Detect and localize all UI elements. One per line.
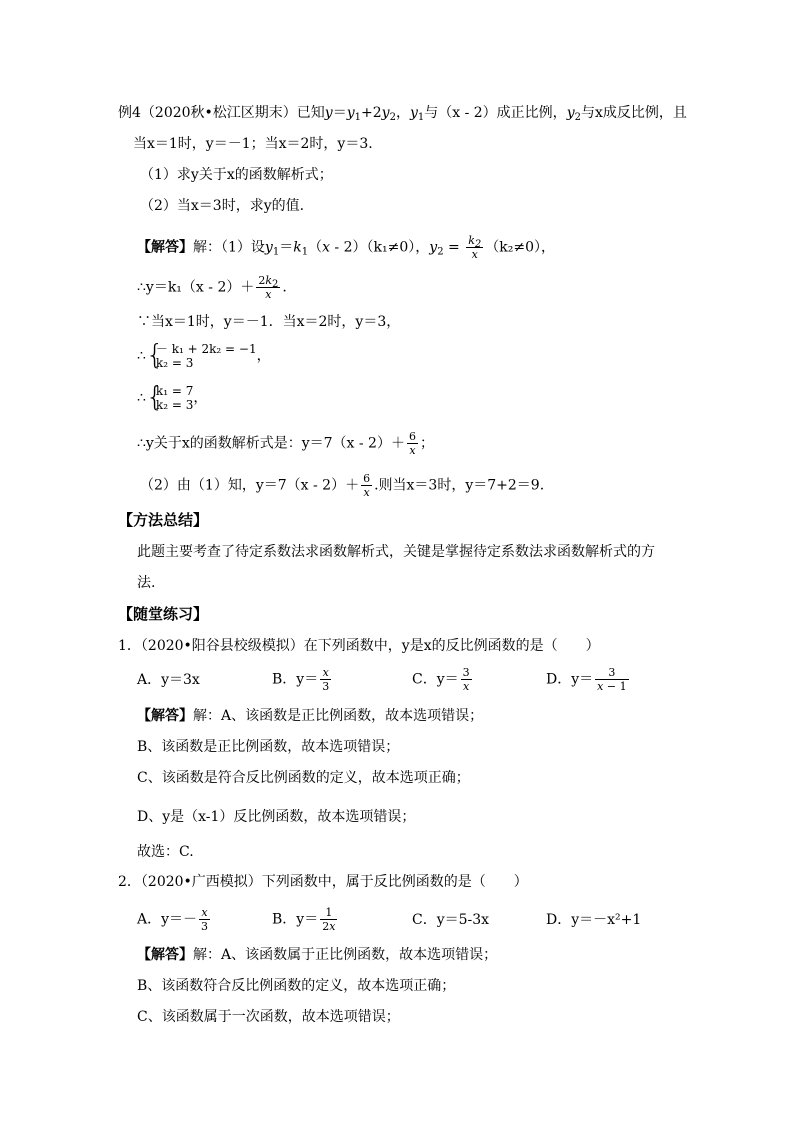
fraction-2k2-over-x: $\frac{2k_2}{x}$ [258,274,279,301]
q2-option-b: B．y＝ $\frac{1}{2x}$ [272,906,336,933]
example-line-2: 当x＝1时，y＝－1；当x＝2时，y＝3. [133,136,373,152]
q1-solution-4: D、y是（x-1）反比例函数，故本选项错误； [137,809,416,825]
solution-tag: 【解答】 [137,239,193,256]
question-2: （2）当x＝3时，求y的值. [140,198,305,214]
solution-line-2: ∴y＝k₁（x - 2）＋ $\frac{2k_2}{x}$ . [137,274,287,301]
q1-option-b: B．y＝ $\frac{x}{3}$ [272,666,330,693]
fraction-6-over-x: $\frac{6}{x}$ [408,430,416,457]
question-1: （1）求y关于x的函数解析式； [140,167,333,183]
fraction-6-over-x-2: $\frac{6}{x}$ [363,472,371,499]
q2-solution-1: 【解答】解：A、该函数属于正比例函数，故本选项错误； [137,947,498,963]
solution-system-2: ∴ { k₁ = 7 k₂ = 3 ， [137,380,208,413]
equation-system-2: { k₁ = 7 k₂ = 3 [145,380,194,413]
practice-q1-stem: 1．（2020•阳谷县校级模拟）在下列函数中，y是x的反比例函数的是（ ） [118,638,600,654]
q2-option-a: A．y＝－ $\frac{x}{3}$ [137,906,209,933]
q1-option-c: C．y＝ $\frac{3}{x}$ [412,666,470,693]
practice-q2-stem: 2．（2020•广西模拟）下列函数中，属于反比例函数的是（ ） [118,874,528,890]
solution-system-1: ∴ { － k₁ + 2k₂ = −1 k₂ = 3 ， [137,338,271,371]
example-intro: 例4（2020秋•松江区期末）已知 [118,105,325,121]
q2-option-d: D．y＝－x²+1 [546,912,642,928]
q1-option-a: A．y＝3x [137,672,200,688]
solution-line-1: 【解答】解：（1）设$y_1=k_1(x - 2)(k_1\ne 0)$，$y_2$ = $\frac{k_2}{x}$ （k₂≠0）， [137,234,555,261]
solution-line-6: ∴y关于x的函数解析式是：y＝7（x - 2）＋ $\frac{6}{x}$ ； [137,430,434,457]
method-text-2: 法. [137,575,156,591]
q1-solution-3: C、该函数是符合反比例函数的定义，故本选项正确； [137,770,470,786]
equation-system-1: { － k₁ + 2k₂ = −1 k₂ = 3 [145,338,257,371]
fraction-k2-over-x: $\frac{k_2}{x}$ [468,234,482,261]
q2-option-c: C．y＝5-3x [412,912,490,928]
solution-line-7: （2）由（1）知，y＝7（x - 2）＋ $\frac{6}{x}$ .则当x＝3时，y＝7+2＝9. [140,472,545,499]
example-line-1: 例4（2020秋•松江区期末）已知$y=y_1+2y_2$，$y_1$与（x - 2）成正比例，$y_2$与x成反比例，且 [118,105,687,123]
practice-heading: 【随堂练习】 [118,605,209,623]
q1-solution-5: 故选：C. [137,844,194,860]
method-heading: 【方法总结】 [118,511,209,529]
solution-line-3: ∵当x＝1时，y＝－1．当x＝2时，y＝3， [137,314,401,330]
q1-solution-1: 【解答】解：A、该函数是正比例函数，故本选项错误； [137,708,484,724]
q1-solution-2: B、该函数是正比例函数，故本选项错误； [137,739,400,755]
q2-solution-2: B、该函数符合反比例函数的定义，故本选项正确； [137,978,456,994]
method-text-1: 此题主要考查了待定系数法求函数解析式，关键是掌握待定系数法求函数解析式的方 [137,544,655,560]
q1-option-d: D．y＝ $\frac{3}{x - 1}$ [546,666,627,693]
q2-solution-3: C、该函数属于一次函数，故本选项错误； [137,1009,400,1025]
